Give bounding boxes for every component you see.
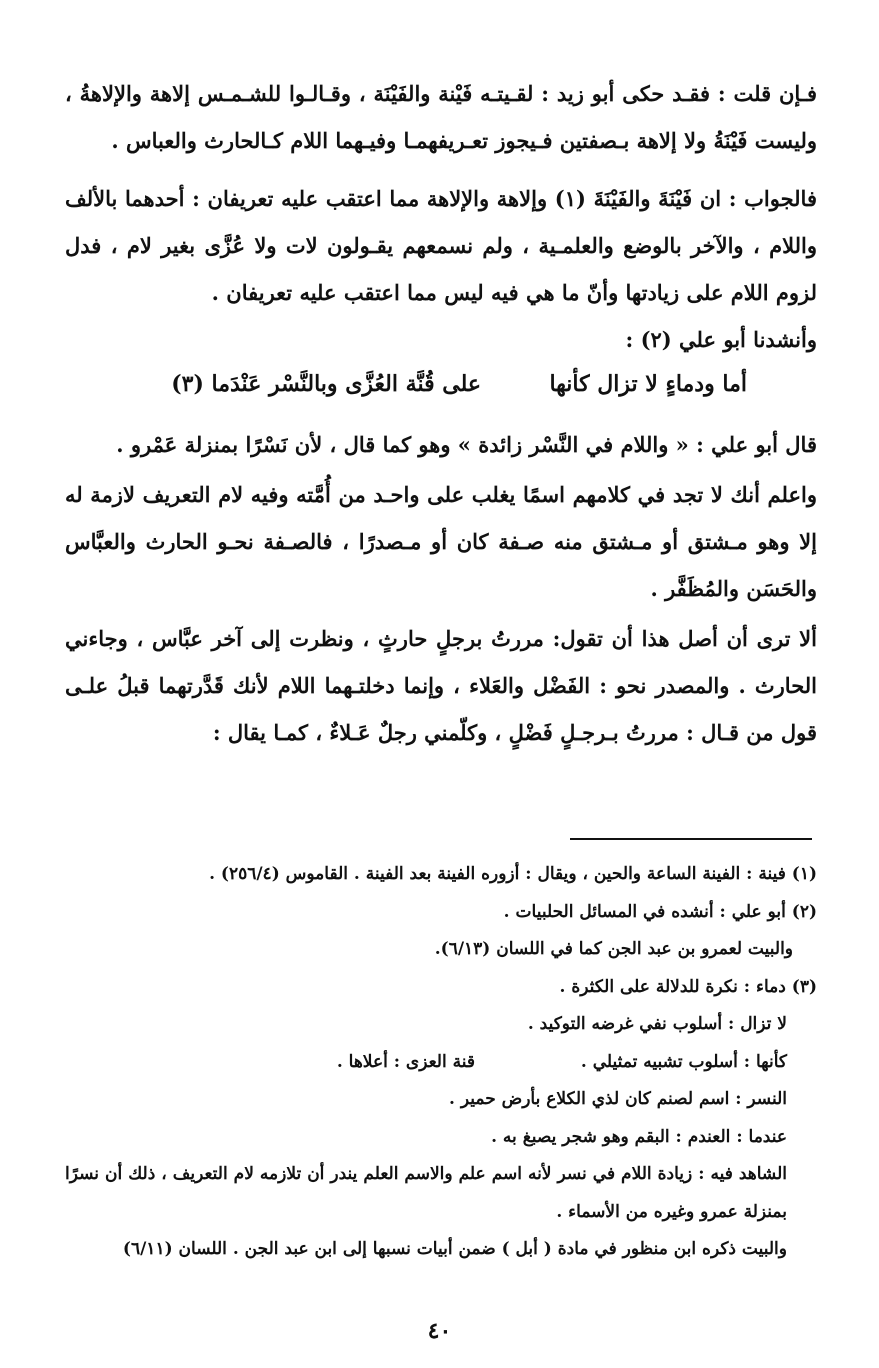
paragraph-abu-ali-quote: قال أبو علي : « واللام في النَّسْر زائدة » وهو كما قال ، لأن نَسْرًا بمنزلة عَمْرو .	[116, 432, 817, 457]
footnote-1: (١) فينة : الفينة الساعة والحين ، ويقال : أزوره الفينة بعد الفينة . القاموس (٢٥٦/٤) .	[209, 864, 817, 884]
page-number: ٤٠	[427, 1318, 452, 1344]
paragraph-question: فـإن قلت : فقـد حكى أبو زيد : لقـيتـه فَيْنة والفَيْنَة ، وقـالـوا للشـمـس إلاهة والإلاهةُ ، وليست فَيْنَةُ ولا إلاهة بـصفتين فـيجوز تعـريفهمـا وفيـهما اللام كـالحارث والعباس .	[65, 81, 817, 153]
paragraph-explanation: واعلم أنك لا تجد في كلامهم اسمًا يغلب على واحـد من أُمَّته وفيه لام التعريف لازمة له إلا وهو مـشتق أو مـشتق منه صـفة كان أو مـصدرًا ، فالصـفة نحـو الحارث والعبَّاس والحَسَن والمُظَفَّر .	[65, 482, 817, 601]
footnote-3-la-tazal: لا تزال : أسلوب نفي غرضه التوكيد .	[527, 1014, 787, 1034]
poetry-verse	[65, 363, 817, 421]
footnote-3-qunnat-aluzza: قنة العزى : أعلاها .	[336, 1051, 475, 1072]
paragraph-examples: ألا ترى أن أصل هذا أن تقول: مررتُ برجلٍ حارثٍ ، ونظرت إلى آخر عبَّاس ، وجاءني الحارث . والمصدر نحو : الفَضْل والعَلاء ، وإنما دخلتـهما اللام لأنك قَدَّرتهما قبلُ علـى قول من قـال : مررتُ بـرجـلٍ فَضْلٍ ، وكلّمني رجلٌ عَـلاءٌ ، كمـا يقال :	[65, 626, 817, 745]
paragraph-answer: فالجواب : ان فَيْنَةَ والفَيْنَةَ (١) وإلاهة والإلاهة مما اعتقب عليه تعريفان : أحدهما بالألف واللام ، والآخر بالوضع والعلمـية ، ولم نسمعهم يقـولون لات ولا عُزَّى بغير لام ، فدل لزوم اللام على زيادتها وأنّ ما هي فيه ليس مما اعتقب عليه تعريفان .	[65, 186, 817, 305]
footnote-3-kaannaha: كأنها : أسلوب تشبيه تمثيلي .	[580, 1051, 787, 1072]
footnote-3-row	[65, 1044, 817, 1082]
footnote-3-nasr: النسر : اسم لصنم كان لذي الكلاع بأرض حمير .	[449, 1089, 787, 1109]
footnote-3-shahid: الشاهد فيه : زيادة اللام في نسر لأنه اسم علم والاسم العلم يندر أن تلازمه لام التعريف ، ذلك أن نسرًا بمنزلة عمرو وغيره من الأسماء .	[65, 1164, 787, 1222]
verse-first-hemistich: أما ودماءٍ لا تزال كأنها	[549, 371, 747, 397]
paragraph-recitation-intro: وأنشدنا أبو علي (٢) :	[625, 327, 817, 352]
verse-second-hemistich: على قُنَّة العُزَّى وبالنَّسْر عَنْدَما (٣)	[171, 371, 481, 397]
main-text	[65, 70, 817, 756]
footnote-3-source: والبيت ذكره ابن منظور في مادة ( أبل ) ضمن أبيات نسبها إلى ابن عبد الجن . اللسان (٦/١١)	[122, 1239, 787, 1259]
footnote-3: (٣) دماء : نكرة للدلالة على الكثرة .	[559, 976, 817, 997]
footnote-3-indama: عندما : العندم : البقم وهو شجر يصبغ به .	[491, 1126, 787, 1147]
footnote-separator	[570, 838, 812, 840]
footnote-2: (٢) أبو علي : أنشده في المسائل الحلبيات .	[503, 901, 817, 922]
footnote-2-source: والبيت لعمرو بن عبد الجن كما في اللسان (٦/١٣).	[434, 939, 793, 959]
footnotes	[65, 856, 817, 1269]
